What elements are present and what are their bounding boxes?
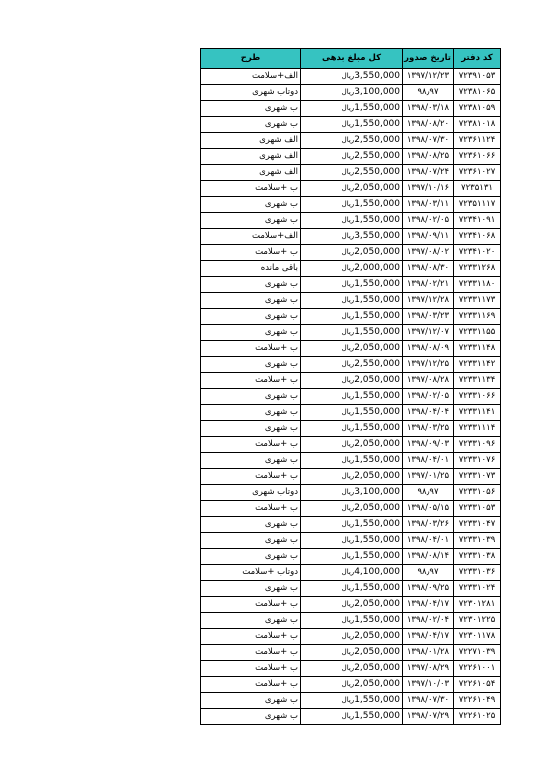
table-row xyxy=(201,149,501,165)
currency-label: ریال xyxy=(341,72,355,80)
amount-value: 2,050,000 xyxy=(354,599,400,609)
issue-date-cell: ۱۳۹۷/۰۸/۲۹ xyxy=(403,661,454,677)
amount-value: 3,100,000 xyxy=(354,487,400,497)
table-row xyxy=(201,325,501,341)
table-row xyxy=(201,357,501,373)
office-code-cell: ۷۲۳۸۱۰۵۹ xyxy=(454,101,501,117)
plan-cell: ب شهری xyxy=(201,117,301,133)
currency-label: ریال xyxy=(341,648,355,656)
total-debt-cell xyxy=(301,245,403,261)
issue-date-cell: ۱۳۹۸/۰۳/۱۸ xyxy=(403,101,454,117)
issue-date-cell: ۱۳۹۸/۰۴/۰۱ xyxy=(403,453,454,469)
currency-label: ریال xyxy=(341,488,355,496)
total-debt-cell xyxy=(301,517,403,533)
amount-value: 2,050,000 xyxy=(354,343,400,353)
office-code-cell: ۷۲۳۳۱۰۳۹ xyxy=(454,533,501,549)
currency-label: ریال xyxy=(341,120,355,128)
issue-date-cell: ۱۳۹۷/۱۲/۰۷ xyxy=(403,325,454,341)
office-code-cell: ۷۲۳۳۱۱۱۴ xyxy=(454,421,501,437)
total-debt-cell xyxy=(301,693,403,709)
currency-label: ریال xyxy=(341,200,355,208)
issue-date-cell: ۱۳۹۸/۰۲/۰۴ xyxy=(403,613,454,629)
table-row xyxy=(201,85,501,101)
total-debt-cell xyxy=(301,293,403,309)
currency-label: ریال xyxy=(341,552,355,560)
header-office-code: کد دفتر xyxy=(454,49,501,69)
office-code-cell: ۷۲۳۳۱۱۴۲ xyxy=(454,357,501,373)
plan-cell: ب شهری xyxy=(201,325,301,341)
plan-cell: ب +سلامت xyxy=(201,373,301,389)
table-row xyxy=(201,293,501,309)
total-debt-cell xyxy=(301,645,403,661)
issue-date-cell: ۹۸٫۹۷ xyxy=(403,565,454,581)
issue-date-cell: ۱۳۹۷/۰۱/۲۵ xyxy=(403,469,454,485)
office-code-cell: ۷۲۳۳۱۰۲۴ xyxy=(454,581,501,597)
currency-label: ریال xyxy=(341,696,355,704)
office-code-cell: ۷۲۳۵۱۱۱۷ xyxy=(454,197,501,213)
total-debt-cell xyxy=(301,629,403,645)
amount-value: 2,050,000 xyxy=(354,503,400,513)
total-debt-cell xyxy=(301,309,403,325)
plan-cell: الف+سلامت xyxy=(201,229,301,245)
office-code-cell: ۷۲۳۴۱۰۲۰ xyxy=(454,245,501,261)
plan-cell: ب شهری xyxy=(201,389,301,405)
plan-cell: ب +سلامت xyxy=(201,629,301,645)
amount-value: 4,100,000 xyxy=(354,567,400,577)
amount-value: 2,050,000 xyxy=(354,663,400,673)
issue-date-cell: ۱۳۹۸/۰۸/۲۰ xyxy=(403,117,454,133)
currency-label: ریال xyxy=(341,520,355,528)
plan-cell: ب +سلامت xyxy=(201,597,301,613)
currency-label: ریال xyxy=(341,136,355,144)
issue-date-cell: ۱۳۹۸/۰۲/۰۵ xyxy=(403,213,454,229)
currency-label: ریال xyxy=(341,296,355,304)
table-row xyxy=(201,661,501,677)
office-code-cell: ۷۲۳۳۱۰۹۶ xyxy=(454,437,501,453)
table-row xyxy=(201,373,501,389)
plan-cell: ب شهری xyxy=(201,101,301,117)
currency-label: ریال xyxy=(341,680,355,688)
table-row xyxy=(201,501,501,517)
issue-date-cell: ۹۸٫۹۷ xyxy=(403,485,454,501)
total-debt-cell xyxy=(301,181,403,197)
office-code-cell: ۷۲۳۳۱۰۳۸ xyxy=(454,549,501,565)
currency-label: ریال xyxy=(341,248,355,256)
table-row xyxy=(201,645,501,661)
plan-cell: باقی مانده xyxy=(201,261,301,277)
total-debt-cell xyxy=(301,677,403,693)
table-row xyxy=(201,69,501,85)
total-debt-cell xyxy=(301,565,403,581)
amount-value: 2,550,000 xyxy=(354,359,400,369)
total-debt-cell xyxy=(301,325,403,341)
office-code-cell: ۷۲۲۶۱۰۵۴ xyxy=(454,677,501,693)
currency-label: ریال xyxy=(341,712,355,720)
office-code-cell: ۷۲۳۳۱۰۶۶ xyxy=(454,389,501,405)
currency-label: ریال xyxy=(341,600,355,608)
office-code-cell: ۷۲۳۴۱۰۶۸ xyxy=(454,229,501,245)
total-debt-cell xyxy=(301,613,403,629)
plan-cell: ب شهری xyxy=(201,613,301,629)
currency-label: ریال xyxy=(341,440,355,448)
amount-value: 1,550,000 xyxy=(354,295,400,305)
total-debt-cell xyxy=(301,501,403,517)
issue-date-cell: ۱۳۹۸/۰۸/۰۹ xyxy=(403,341,454,357)
amount-value: 2,000,000 xyxy=(354,263,400,273)
office-code-cell: ۷۲۳۳۱۰۴۷ xyxy=(454,517,501,533)
currency-label: ریال xyxy=(341,456,355,464)
total-debt-cell xyxy=(301,149,403,165)
amount-value: 1,550,000 xyxy=(354,311,400,321)
amount-value: 2,550,000 xyxy=(354,135,400,145)
issue-date-cell: ۱۳۹۸/۰۴/۰۴ xyxy=(403,405,454,421)
total-debt-cell xyxy=(301,165,403,181)
issue-date-cell: ۱۳۹۸/۰۵/۱۵ xyxy=(403,501,454,517)
amount-value: 2,050,000 xyxy=(354,247,400,257)
total-debt-cell xyxy=(301,229,403,245)
plan-cell: دوتاب +سلامت xyxy=(201,565,301,581)
issue-date-cell: ۱۳۹۸/۰۴/۱۷ xyxy=(403,597,454,613)
amount-value: 2,050,000 xyxy=(354,679,400,689)
plan-cell: ب +سلامت xyxy=(201,469,301,485)
amount-value: 3,100,000 xyxy=(354,87,400,97)
issue-date-cell: ۱۳۹۷/۱۰/۰۳ xyxy=(403,677,454,693)
amount-value: 1,550,000 xyxy=(354,407,400,417)
office-code-cell: ۷۲۳۳۱۲۶۸ xyxy=(454,261,501,277)
issue-date-cell: ۱۳۹۸/۰۲/۲۱ xyxy=(403,277,454,293)
total-debt-cell xyxy=(301,197,403,213)
total-debt-cell xyxy=(301,213,403,229)
currency-label: ریال xyxy=(341,360,355,368)
amount-value: 1,550,000 xyxy=(354,535,400,545)
amount-value: 1,550,000 xyxy=(354,391,400,401)
office-code-cell: ۷۲۳۶۱۰۲۷ xyxy=(454,165,501,181)
total-debt-cell xyxy=(301,341,403,357)
currency-label: ریال xyxy=(341,280,355,288)
amount-value: 1,550,000 xyxy=(354,279,400,289)
table-row xyxy=(201,213,501,229)
office-code-cell: ۷۲۳۶۱۱۲۴ xyxy=(454,133,501,149)
plan-cell: ب +سلامت xyxy=(201,677,301,693)
currency-label: ریال xyxy=(341,472,355,480)
plan-cell: ب شهری xyxy=(201,357,301,373)
office-code-cell: ۷۲۳۳۱۰۵۶ xyxy=(454,485,501,501)
table-row xyxy=(201,613,501,629)
amount-value: 2,050,000 xyxy=(354,631,400,641)
currency-label: ریال xyxy=(341,264,355,272)
plan-cell: ب شهری xyxy=(201,709,301,725)
total-debt-cell xyxy=(301,453,403,469)
table-row xyxy=(201,341,501,357)
plan-cell: ب +سلامت xyxy=(201,501,301,517)
plan-cell: الف شهری xyxy=(201,165,301,181)
plan-cell: ب شهری xyxy=(201,293,301,309)
plan-cell: ب شهری xyxy=(201,277,301,293)
currency-label: ریال xyxy=(341,328,355,336)
issue-date-cell: ۱۳۹۷/۱۲/۲۵ xyxy=(403,357,454,373)
table-row xyxy=(201,245,501,261)
total-debt-cell xyxy=(301,117,403,133)
table-row xyxy=(201,181,501,197)
plan-cell: الف+سلامت xyxy=(201,69,301,85)
plan-cell: ب +سلامت xyxy=(201,661,301,677)
total-debt-cell xyxy=(301,709,403,725)
amount-value: 2,050,000 xyxy=(354,471,400,481)
currency-label: ریال xyxy=(341,616,355,624)
plan-cell: ب شهری xyxy=(201,517,301,533)
plan-cell: ب شهری xyxy=(201,549,301,565)
amount-value: 1,550,000 xyxy=(354,199,400,209)
total-debt-cell xyxy=(301,581,403,597)
issue-date-cell: ۱۳۹۸/۰۳/۲۶ xyxy=(403,517,454,533)
amount-value: 2,050,000 xyxy=(354,375,400,385)
table-row xyxy=(201,453,501,469)
office-code-cell: ۷۲۲۶۱۰۲۵ xyxy=(454,709,501,725)
plan-cell: ب +سلامت xyxy=(201,181,301,197)
total-debt-cell xyxy=(301,469,403,485)
plan-cell: ب شهری xyxy=(201,213,301,229)
total-debt-cell xyxy=(301,373,403,389)
office-code-cell: ۷۲۳۳۱۰۷۳ xyxy=(454,469,501,485)
office-code-cell: ۷۲۳۳۱۰۵۳ xyxy=(454,501,501,517)
currency-label: ریال xyxy=(341,504,355,512)
office-code-cell: ۷۲۲۶۱۰۴۹ xyxy=(454,693,501,709)
office-code-cell: ۷۲۳۳۱۰۳۶ xyxy=(454,565,501,581)
amount-value: 1,550,000 xyxy=(354,423,400,433)
total-debt-cell xyxy=(301,357,403,373)
total-debt-cell xyxy=(301,101,403,117)
currency-label: ریال xyxy=(341,344,355,352)
amount-value: 2,550,000 xyxy=(354,151,400,161)
header-plan: طرح xyxy=(201,49,301,69)
table-row xyxy=(201,133,501,149)
table-row xyxy=(201,565,501,581)
plan-cell: ب +سلامت xyxy=(201,245,301,261)
currency-label: ریال xyxy=(341,152,355,160)
table-row xyxy=(201,517,501,533)
table-row xyxy=(201,277,501,293)
issue-date-cell: ۱۳۹۸/۰۳/۲۵ xyxy=(403,421,454,437)
table-row xyxy=(201,197,501,213)
issue-date-cell: ۱۳۹۸/۰۴/۱۷ xyxy=(403,629,454,645)
issue-date-cell: ۱۳۹۸/۰۷/۲۴ xyxy=(403,165,454,181)
amount-value: 2,550,000 xyxy=(354,167,400,177)
office-code-cell: ۷۲۲۷۱۰۳۹ xyxy=(454,645,501,661)
table-row xyxy=(201,405,501,421)
total-debt-cell xyxy=(301,661,403,677)
plan-cell: ب شهری xyxy=(201,197,301,213)
plan-cell: ب +سلامت xyxy=(201,645,301,661)
amount-value: 1,550,000 xyxy=(354,711,400,721)
amount-value: 1,550,000 xyxy=(354,519,400,529)
issue-date-cell: ۱۳۹۸/۰۷/۳۰ xyxy=(403,693,454,709)
issue-date-cell: ۱۳۹۸/۰۱/۲۸ xyxy=(403,645,454,661)
office-code-cell: ۷۲۳۰۱۲۸۱ xyxy=(454,597,501,613)
issue-date-cell: ۱۳۹۸/۰۸/۳۰ xyxy=(403,261,454,277)
total-debt-cell xyxy=(301,69,403,85)
currency-label: ریال xyxy=(341,568,355,576)
total-debt-cell xyxy=(301,437,403,453)
total-debt-cell xyxy=(301,549,403,565)
issue-date-cell: ۱۳۹۸/۰۷/۳۰ xyxy=(403,133,454,149)
currency-label: ریال xyxy=(341,88,355,96)
currency-label: ریال xyxy=(341,424,355,432)
table-row xyxy=(201,693,501,709)
amount-value: 1,550,000 xyxy=(354,215,400,225)
amount-value: 1,550,000 xyxy=(354,119,400,129)
plan-cell: ب +سلامت xyxy=(201,341,301,357)
plan-cell: ب شهری xyxy=(201,581,301,597)
table-row xyxy=(201,549,501,565)
total-debt-cell xyxy=(301,389,403,405)
total-debt-cell xyxy=(301,485,403,501)
currency-label: ریال xyxy=(341,376,355,384)
issue-date-cell: ۱۳۹۸/۰۳/۲۳ xyxy=(403,309,454,325)
table-row xyxy=(201,533,501,549)
table-row xyxy=(201,309,501,325)
amount-value: 3,550,000 xyxy=(354,71,400,81)
issue-date-cell: ۱۳۹۷/۱۰/۱۶ xyxy=(403,181,454,197)
table-row xyxy=(201,485,501,501)
currency-label: ریال xyxy=(341,408,355,416)
plan-cell: الف شهری xyxy=(201,133,301,149)
plan-cell: دوتاب شهری xyxy=(201,485,301,501)
total-debt-cell xyxy=(301,277,403,293)
amount-value: 1,550,000 xyxy=(354,103,400,113)
office-code-cell: ۷۲۲۶۱۰۰۱ xyxy=(454,661,501,677)
office-code-cell: ۷۲۳۶۱۰۶۶ xyxy=(454,149,501,165)
plan-cell: ب +سلامت xyxy=(201,437,301,453)
table-row xyxy=(201,597,501,613)
office-code-cell: ۷۲۳۳۱۱۶۹ xyxy=(454,309,501,325)
office-code-cell: ۷۲۳۳۱۱۴۱ xyxy=(454,405,501,421)
issue-date-cell: ۱۳۹۸/۰۸/۱۴ xyxy=(403,549,454,565)
table-row xyxy=(201,709,501,725)
amount-value: 1,550,000 xyxy=(354,695,400,705)
issue-date-cell: ۱۳۹۷/۰۸/۲۸ xyxy=(403,373,454,389)
header-total-debt: کل مبلغ بدهی xyxy=(301,49,403,69)
total-debt-cell xyxy=(301,261,403,277)
office-code-cell: ۷۲۳۴۱۰۹۱ xyxy=(454,213,501,229)
plan-cell: ب شهری xyxy=(201,533,301,549)
table-row xyxy=(201,469,501,485)
currency-label: ریال xyxy=(341,104,355,112)
amount-value: 1,550,000 xyxy=(354,615,400,625)
issue-date-cell: ۱۳۹۸/۰۲/۰۵ xyxy=(403,389,454,405)
total-debt-cell xyxy=(301,85,403,101)
table-row xyxy=(201,389,501,405)
office-code-cell: ۷۲۳۳۱۱۵۵ xyxy=(454,325,501,341)
office-code-cell: ۷۲۳۳۱۱۴۸ xyxy=(454,341,501,357)
total-debt-cell xyxy=(301,133,403,149)
currency-label: ریال xyxy=(341,312,355,320)
issue-date-cell: ۱۳۹۸/۰۹/۰۳ xyxy=(403,437,454,453)
table-row xyxy=(201,421,501,437)
amount-value: 2,050,000 xyxy=(354,647,400,657)
plan-cell: ب شهری xyxy=(201,453,301,469)
plan-cell: ب شهری xyxy=(201,405,301,421)
currency-label: ریال xyxy=(341,168,355,176)
plan-cell: دوتاب شهری xyxy=(201,85,301,101)
table-row xyxy=(201,117,501,133)
table-row xyxy=(201,581,501,597)
header-row xyxy=(201,49,501,69)
office-code-cell: ۷۲۳۳۱۱۳۴ xyxy=(454,373,501,389)
total-debt-cell xyxy=(301,421,403,437)
currency-label: ریال xyxy=(341,536,355,544)
amount-value: 1,550,000 xyxy=(354,583,400,593)
office-code-cell: ۷۲۳۰۱۱۷۸ xyxy=(454,629,501,645)
header-issue-date: تاریخ صدور xyxy=(403,49,454,69)
office-code-cell: ۷۲۳۸۱۰۶۵ xyxy=(454,85,501,101)
currency-label: ریال xyxy=(341,664,355,672)
plan-cell: ب شهری xyxy=(201,309,301,325)
amount-value: 1,550,000 xyxy=(354,455,400,465)
issue-date-cell: ۱۳۹۸/۰۸/۲۵ xyxy=(403,149,454,165)
table-row xyxy=(201,261,501,277)
amount-value: 3,550,000 xyxy=(354,231,400,241)
issue-date-cell: ۱۳۹۸/۰۷/۲۹ xyxy=(403,709,454,725)
currency-label: ریال xyxy=(341,632,355,640)
table-row xyxy=(201,437,501,453)
total-debt-cell xyxy=(301,533,403,549)
amount-value: 1,550,000 xyxy=(354,327,400,337)
issue-date-cell: ۱۳۹۸/۰۹/۲۵ xyxy=(403,581,454,597)
office-code-cell: ۷۲۳۸۱۰۱۸ xyxy=(454,117,501,133)
plan-cell: ب شهری xyxy=(201,693,301,709)
issue-date-cell: ۹۸٫۹۷ xyxy=(403,85,454,101)
office-code-cell: ۷۲۳۳۱۱۸۰ xyxy=(454,277,501,293)
amount-value: 2,050,000 xyxy=(354,439,400,449)
issue-date-cell: ۱۳۹۸/۰۳/۱۱ xyxy=(403,197,454,213)
office-code-cell: ۷۲۳۰۱۲۲۵ xyxy=(454,613,501,629)
plan-cell: ب شهری xyxy=(201,421,301,437)
debt-ledger-table xyxy=(200,48,501,725)
office-code-cell: ۷۲۳۳۱۰۷۶ xyxy=(454,453,501,469)
table-row xyxy=(201,165,501,181)
issue-date-cell: ۱۳۹۸/۰۴/۰۱ xyxy=(403,533,454,549)
office-code-cell: ۷۲۳۳۱۱۷۳ xyxy=(454,293,501,309)
table-row xyxy=(201,677,501,693)
office-code-cell: ۷۲۳۹۱۰۵۳ xyxy=(454,69,501,85)
amount-value: 2,050,000 xyxy=(354,183,400,193)
currency-label: ریال xyxy=(341,392,355,400)
table-row xyxy=(201,629,501,645)
table-row xyxy=(201,229,501,245)
issue-date-cell: ۱۳۹۷/۱۲/۲۸ xyxy=(403,293,454,309)
amount-value: 1,550,000 xyxy=(354,551,400,561)
issue-date-cell: ۱۳۹۷/۱۲/۲۳ xyxy=(403,69,454,85)
table-row xyxy=(201,101,501,117)
currency-label: ریال xyxy=(341,216,355,224)
issue-date-cell: ۱۳۹۸/۰۹/۱۱ xyxy=(403,229,454,245)
currency-label: ریال xyxy=(341,184,355,192)
currency-label: ریال xyxy=(341,232,355,240)
issue-date-cell: ۱۳۹۷/۰۸/۰۲ xyxy=(403,245,454,261)
plan-cell: الف شهری xyxy=(201,149,301,165)
total-debt-cell xyxy=(301,405,403,421)
currency-label: ریال xyxy=(341,584,355,592)
office-code-cell: ۷۲۳۵۱۳۱ xyxy=(454,181,501,197)
total-debt-cell xyxy=(301,597,403,613)
